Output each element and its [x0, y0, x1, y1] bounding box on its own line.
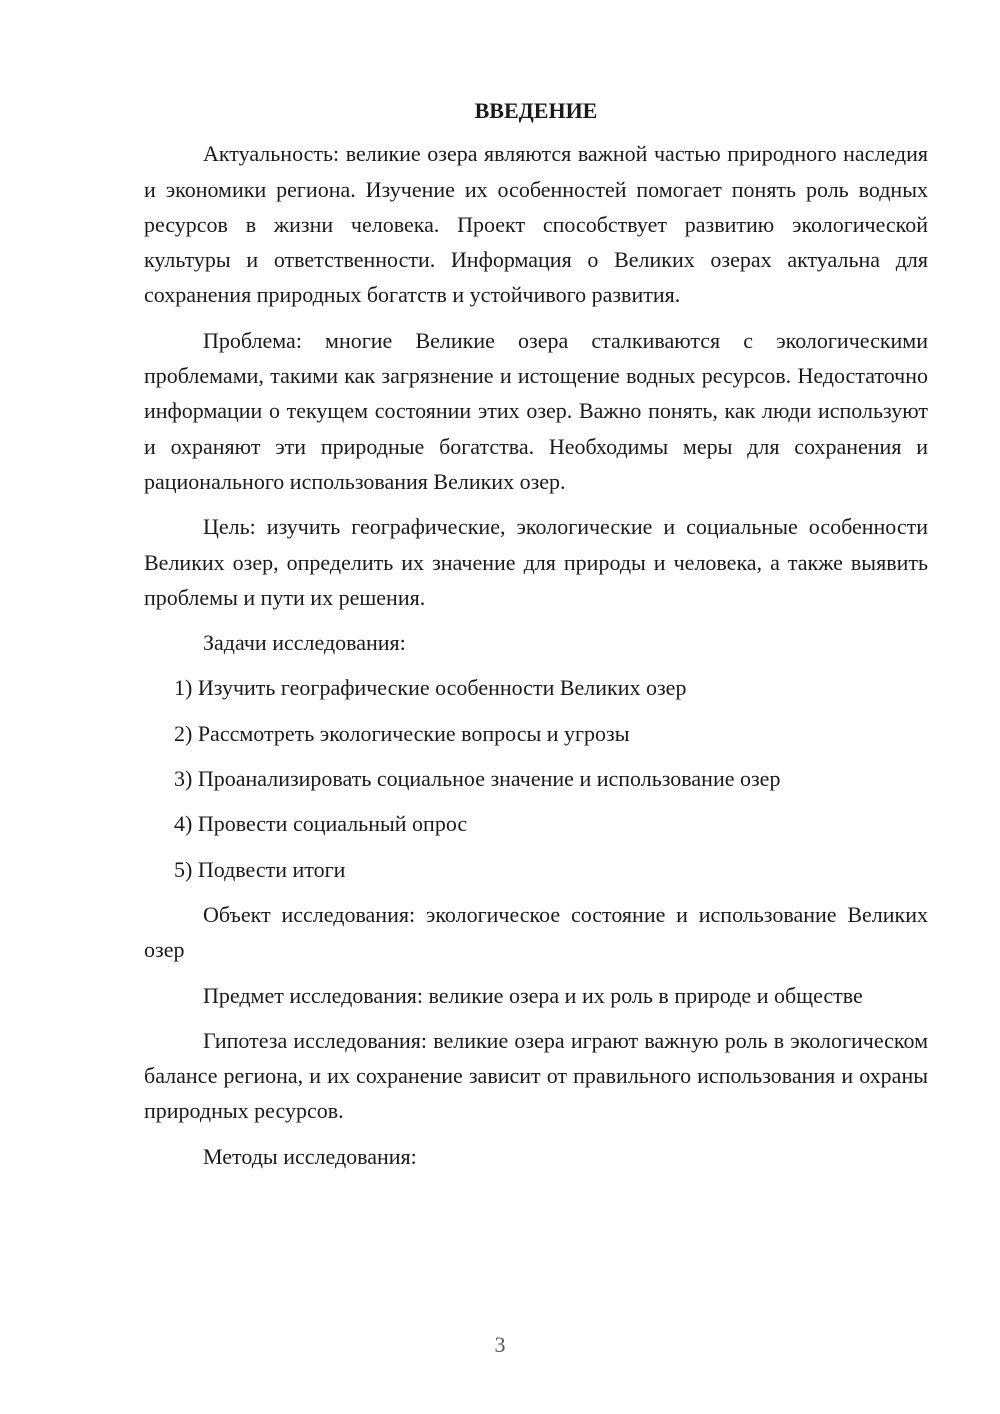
task-item: 5) Подвести итоги: [174, 856, 346, 882]
tasks-heading: Задачи исследования:: [203, 630, 406, 656]
hypothesis-paragraph: Гипотеза исследования: великие озера играют важную роль в экологическом балансе региона, и их сохранение зависит от правильного использования и охраны природных ресурсов.: [144, 1027, 928, 1124]
task-item: 1) Изучить географические особенности Великих озер: [174, 675, 687, 701]
task-item: 3) Проанализировать социальное значение и использование озер: [174, 766, 781, 792]
subject-paragraph: Предмет исследования: великие озера и их роль в природе и обществе: [203, 982, 863, 1008]
page-number: 3: [494, 1332, 506, 1357]
task-list: [144, 670, 928, 886]
task-item: 2) Рассмотреть экологические вопросы и угрозы: [174, 720, 630, 746]
object-paragraph: Объект исследования: экологическое состояние и использование Великих озер: [144, 901, 928, 963]
problem-paragraph: Проблема: многие Великие озера сталкиваются с экологическими проблемами, такими как загрязнение и истощение водных ресурсов. Недостаточно информации о текущем состоянии этих озер. Важно понять, как люди используют и охраняют эти природные богатства. Необходимы меры для сохранения и рационального использования Великих озер.: [144, 327, 928, 494]
goal-paragraph: Цель: изучить географические, экологические и социальные особенности Великих озер, определить их значение для природы и человека, а также выявить проблемы и пути их решения.: [144, 514, 928, 610]
relevance-paragraph: Актуальность: великие озера являются важной частью природного наследия и экономики региона. Изучение их особенностей помогает понять роль водных ресурсов в жизни человека. Проект способствует развитию экологической культуры и ответственности. Информация о Великих озерах актуальна для сохранения природных богатств и устойчивого развития.: [144, 141, 928, 308]
task-item: 4) Провести социальный опрос: [174, 811, 468, 837]
section-heading: ВВЕДЕНИЕ: [474, 98, 598, 123]
document-page: [144, 93, 928, 1184]
methods-heading: Методы исследования:: [203, 1143, 417, 1169]
